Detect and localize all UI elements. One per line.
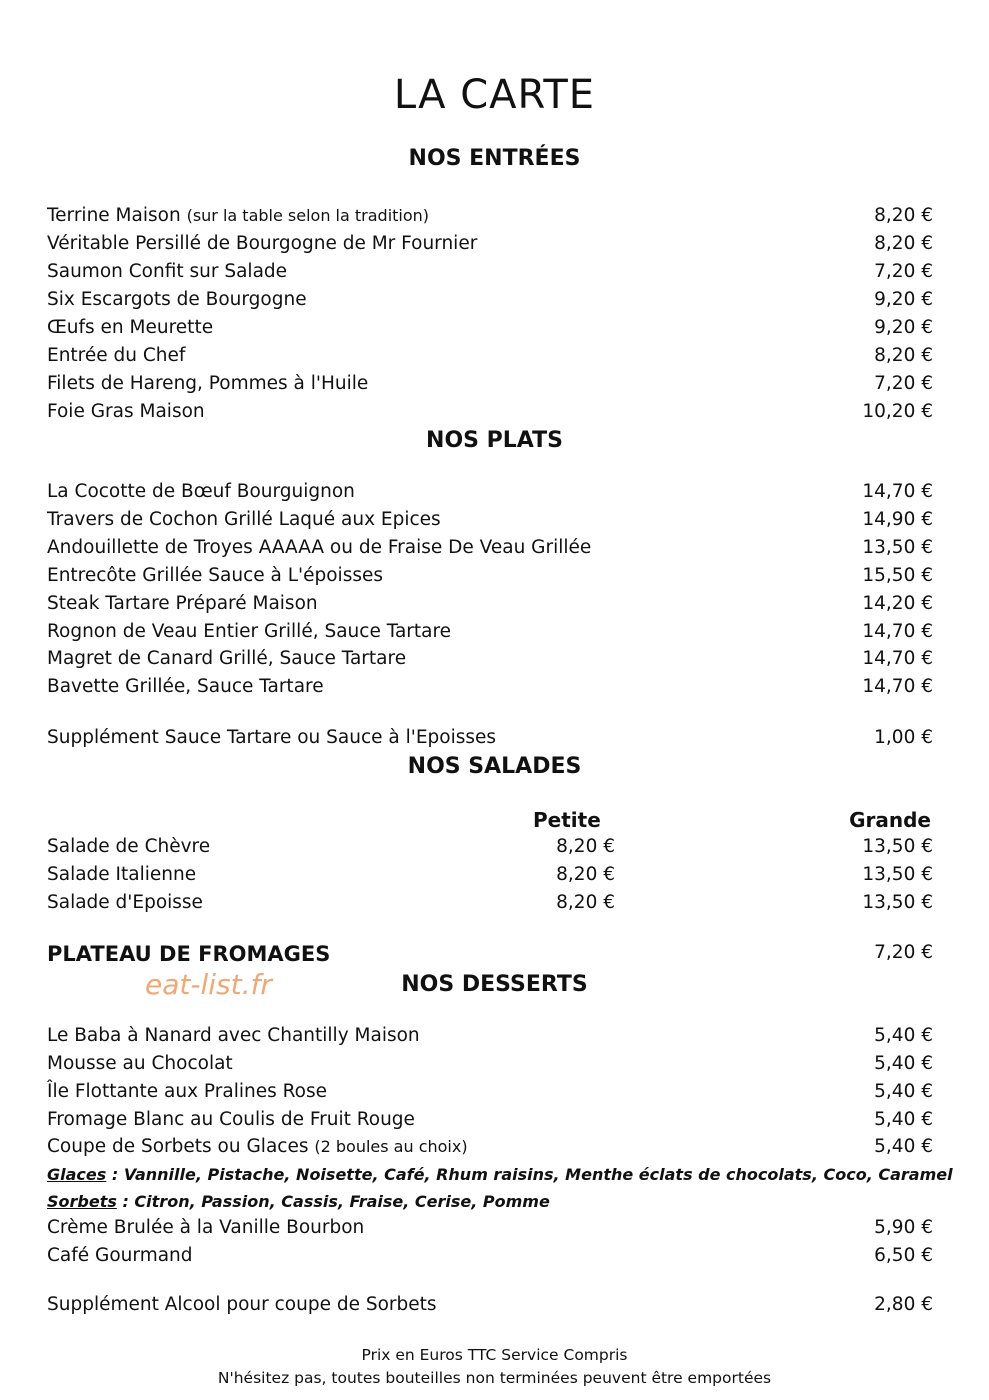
item-price-grande: 13,50 € xyxy=(862,864,933,885)
item-price-petite: 8,20 € xyxy=(556,836,615,857)
item-name: La Cocotte de Bœuf Bourguignon xyxy=(47,481,355,502)
menu-item xyxy=(47,317,933,345)
item-name: Magret de Canard Grillé, Sauce Tartare xyxy=(47,648,407,669)
glaces-text: : Vannille, Pistache, Noisette, Café, Rhum raisins, Menthe éclats de chocolats, Coco, Caramel xyxy=(106,1165,953,1184)
sorbets-label: Sorbets xyxy=(47,1192,117,1211)
section-title-desserts: NOS DESSERTS xyxy=(401,972,588,997)
item-price: 8,20 € xyxy=(874,205,933,226)
item-name: Supplément Sauce Tartare ou Sauce à l'Epoisses xyxy=(47,727,497,748)
item-price-petite: 8,20 € xyxy=(556,892,615,913)
item-price-petite: 8,20 € xyxy=(556,864,615,885)
item-price-grande: 13,50 € xyxy=(862,836,933,857)
item-price: 5,40 € xyxy=(874,1109,933,1130)
item-name: Véritable Persillé de Bourgogne de Mr Fournier xyxy=(47,233,478,254)
section-title-plats: NOS PLATS xyxy=(426,428,563,453)
menu-item xyxy=(47,1217,933,1245)
supplement-item xyxy=(47,1294,933,1322)
footer-line-2: N'hésitez pas, toutes bouteilles non terminées peuvent être emportées xyxy=(217,1369,772,1387)
item-price: 7,20 € xyxy=(874,942,933,963)
menu-item xyxy=(47,1245,933,1273)
item-name: Salade d'Epoisse xyxy=(47,892,203,913)
menu-item xyxy=(47,621,933,649)
item-note: (2 boules au choix) xyxy=(314,1137,468,1156)
item-price: 5,90 € xyxy=(874,1217,933,1238)
supplement-item xyxy=(47,727,933,755)
item-price: 10,20 € xyxy=(862,401,933,422)
item-price: 5,40 € xyxy=(874,1136,933,1157)
item-price: 5,40 € xyxy=(874,1053,933,1074)
item-price: 7,20 € xyxy=(874,261,933,282)
salad-item xyxy=(47,864,933,892)
column-header-grande: Grande xyxy=(849,808,931,832)
salad-item xyxy=(47,892,933,920)
item-name: Filets de Hareng, Pommes à l'Huile xyxy=(47,373,369,394)
item-price: 15,50 € xyxy=(862,565,933,586)
item-name: Salade Italienne xyxy=(47,864,197,885)
menu-item xyxy=(47,509,933,537)
item-name: Île Flottante aux Pralines Rose xyxy=(47,1081,327,1102)
item-name: Saumon Confit sur Salade xyxy=(47,261,288,282)
item-name: Foie Gras Maison xyxy=(47,401,205,422)
menu-item xyxy=(47,1109,933,1137)
item-price: 14,20 € xyxy=(862,593,933,614)
sorbets-text: : Citron, Passion, Cassis, Fraise, Cerise, Pomme xyxy=(116,1192,550,1211)
menu-item xyxy=(47,373,933,401)
item-price: 1,00 € xyxy=(874,727,933,748)
sorbets-flavors xyxy=(47,1192,933,1220)
item-name: Le Baba à Nanard avec Chantilly Maison xyxy=(47,1025,420,1046)
item-name: Entrée du Chef xyxy=(47,345,186,366)
menu-item xyxy=(47,1081,933,1109)
menu-item xyxy=(47,676,933,704)
glaces-flavors xyxy=(47,1165,953,1193)
footer-line-1: Prix en Euros TTC Service Compris xyxy=(361,1346,628,1364)
item-name: Œufs en Meurette xyxy=(47,317,214,338)
menu-item xyxy=(47,289,933,317)
item-name: Crème Brulée à la Vanille Bourbon xyxy=(47,1217,365,1238)
plateau-item xyxy=(47,942,933,970)
item-note: (sur la table selon la tradition) xyxy=(186,206,430,225)
salad-item xyxy=(47,836,933,864)
item-price: 13,50 € xyxy=(862,537,933,558)
item-name: Mousse au Chocolat xyxy=(47,1053,233,1074)
column-header-petite: Petite xyxy=(533,808,601,832)
item-price: 14,70 € xyxy=(862,481,933,502)
item-name: Salade de Chèvre xyxy=(47,836,211,857)
item-price: 8,20 € xyxy=(874,345,933,366)
item-name: Supplément Alcool pour coupe de Sorbets xyxy=(47,1294,437,1315)
item-name: Rognon de Veau Entier Grillé, Sauce Tartare xyxy=(47,621,452,642)
item-price: 9,20 € xyxy=(874,317,933,338)
menu-item xyxy=(47,565,933,593)
menu-item xyxy=(47,1136,933,1164)
menu-item xyxy=(47,593,933,621)
item-price: 14,90 € xyxy=(862,509,933,530)
item-price: 7,20 € xyxy=(874,373,933,394)
item-price: 8,20 € xyxy=(874,233,933,254)
section-title-salades: NOS SALADES xyxy=(407,754,582,779)
menu-item xyxy=(47,261,933,289)
menu-item xyxy=(47,205,933,233)
item-name: Travers de Cochon Grillé Laqué aux Epices xyxy=(47,509,441,530)
item-name: Steak Tartare Préparé Maison xyxy=(47,593,318,614)
item-price: 2,80 € xyxy=(874,1294,933,1315)
menu-item xyxy=(47,233,933,261)
item-price-grande: 13,50 € xyxy=(862,892,933,913)
item-price: 14,70 € xyxy=(862,676,933,697)
page-title: LA CARTE xyxy=(393,72,596,118)
item-name: Café Gourmand xyxy=(47,1245,193,1266)
item-name: Andouillette de Troyes AAAAA ou de Fraise De Veau Grillée xyxy=(47,537,592,558)
menu-item xyxy=(47,1053,933,1081)
item-name: PLATEAU DE FROMAGES xyxy=(47,942,331,966)
item-price: 5,40 € xyxy=(874,1025,933,1046)
item-name: Coupe de Sorbets ou Glaces xyxy=(47,1136,309,1157)
menu-item xyxy=(47,648,933,676)
menu-item xyxy=(47,1025,933,1053)
glaces-label: Glaces xyxy=(47,1165,107,1184)
menu-item xyxy=(47,401,933,429)
item-name: Fromage Blanc au Coulis de Fruit Rouge xyxy=(47,1109,415,1130)
item-price: 9,20 € xyxy=(874,289,933,310)
item-price: 14,70 € xyxy=(862,621,933,642)
item-name: Entrecôte Grillée Sauce à L'époisses xyxy=(47,565,383,586)
item-price: 14,70 € xyxy=(862,648,933,669)
menu-item xyxy=(47,537,933,565)
menu-item xyxy=(47,345,933,373)
section-title-entrees: NOS ENTRÉES xyxy=(408,146,581,171)
menu-item xyxy=(47,481,933,509)
watermark: eat-list.fr xyxy=(145,968,272,1001)
item-price: 6,50 € xyxy=(874,1245,933,1266)
item-price: 5,40 € xyxy=(874,1081,933,1102)
item-name: Six Escargots de Bourgogne xyxy=(47,289,307,310)
item-name: Bavette Grillée, Sauce Tartare xyxy=(47,676,324,697)
item-name: Terrine Maison xyxy=(47,205,181,226)
